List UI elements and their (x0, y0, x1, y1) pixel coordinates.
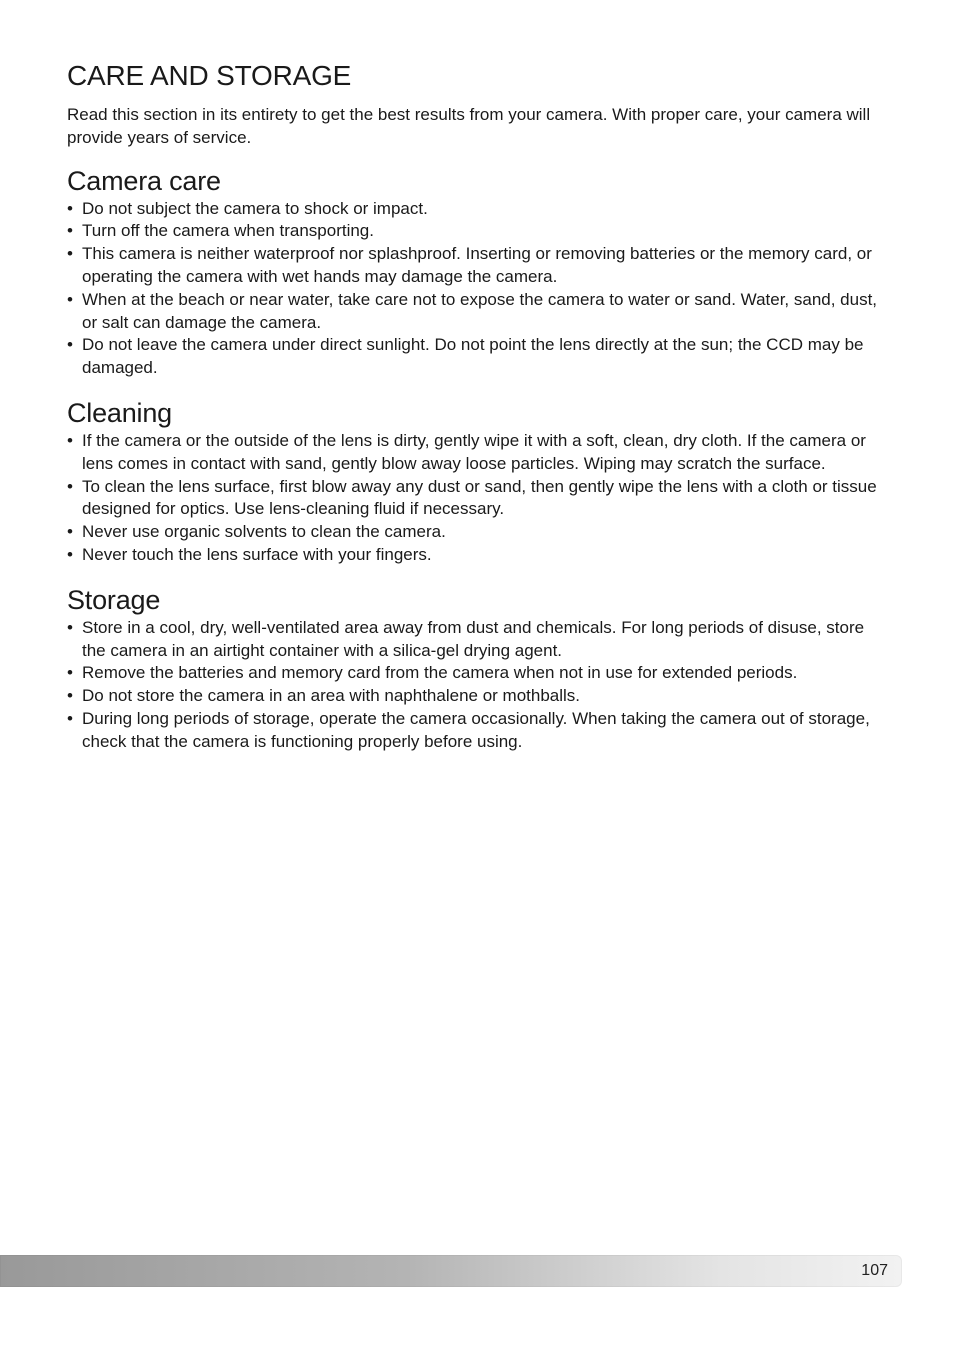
intro-paragraph: Read this section in its entirety to get the best results from your camera. With proper care, your camera will provide years of service. (67, 105, 871, 147)
list-item: • Do not store the camera in an area with naphthalene or mothballs. (67, 685, 887, 708)
list-item: • Do not subject the camera to shock or impact. (67, 198, 887, 221)
list-item: • Never use organic solvents to clean the camera. (67, 521, 887, 544)
section-heading-cleaning: Cleaning (67, 397, 172, 428)
list-item: • If the camera or the outside of the lens is dirty, gently wipe it with a soft, clean, dry cloth. If the camera or lens comes in contact with sand, gently blow away loose particles. Wiping may scratch the surface. (67, 430, 887, 476)
list-item: • Never touch the lens surface with your fingers. (67, 544, 887, 567)
footer-bar (0, 1255, 902, 1287)
camera-care-list (67, 198, 887, 380)
list-item: • Remove the batteries and memory card from the camera when not in use for extended periods. (67, 662, 887, 685)
section-heading-camera-care: Camera care (67, 165, 221, 196)
page-content (67, 58, 887, 770)
list-item: • Do not leave the camera under direct sunlight. Do not point the lens directly at the sun; the CCD may be damaged. (67, 334, 887, 380)
section-heading-storage: Storage (67, 584, 161, 615)
list-item: • During long periods of storage, operate the camera occasionally. When taking the camera out of storage, check that the camera is functioning properly before using. (67, 708, 887, 754)
list-item: • To clean the lens surface, first blow away any dust or sand, then gently wipe the lens with a cloth or tissue designed for optics. Use lens-cleaning fluid if necessary. (67, 476, 887, 522)
list-item: • Store in a cool, dry, well-ventilated area away from dust and chemicals. For long periods of disuse, store the camera in an airtight container with a silica-gel drying agent. (67, 617, 887, 663)
storage-list (67, 617, 887, 754)
list-item: • When at the beach or near water, take care not to expose the camera to water or sand. Water, sand, dust, or salt can damage the camera. (67, 289, 887, 335)
list-item: • Turn off the camera when transporting. (67, 220, 887, 243)
list-item: • This camera is neither waterproof nor splashproof. Inserting or removing batteries or the memory card, or operating the camera with wet hands may damage the camera. (67, 243, 887, 289)
cleaning-list (67, 430, 887, 567)
page-title: CARE AND STORAGE (67, 60, 352, 91)
page-number: 107 (861, 1262, 888, 1279)
